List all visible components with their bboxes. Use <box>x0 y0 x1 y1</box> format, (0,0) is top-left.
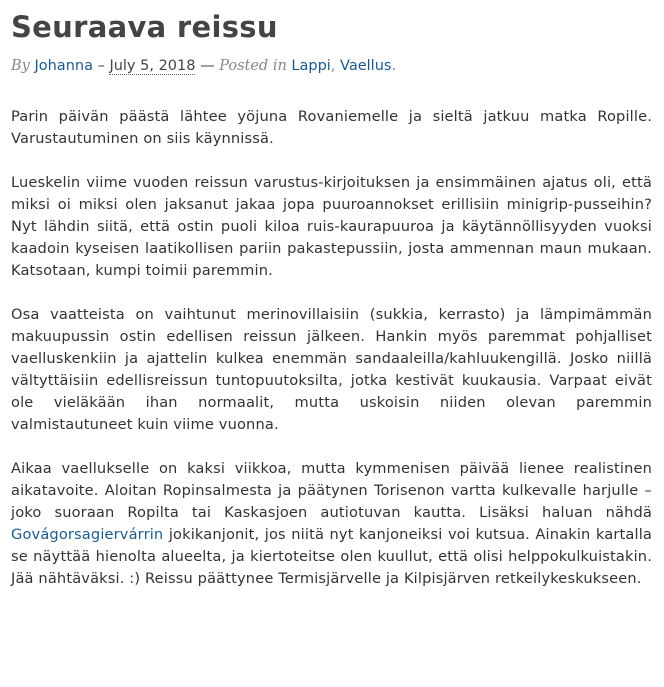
paragraph-4-text-end: jokikanjonit, jos niitä nyt kanjoneiksi voi kutsua. Ainakin kartalla se näyttää hienolta alueelta, ja kiertoteitse olen kuullut, että olisi helppokulkuistakin. Jää nähtäväksi. :) Reissu päättynee Termisjärvelle ja Kilpisjärven retkeilykeskukseen. <box>11 526 652 587</box>
post-date: July 5, 2018 <box>109 58 196 74</box>
by-label: By <box>11 58 30 74</box>
category-separator: , <box>330 58 336 74</box>
category-link-vaellus[interactable]: Vaellus <box>340 58 392 74</box>
category-link-lappi[interactable]: Lappi <box>291 58 331 74</box>
paragraph-2: Lueskelin viime vuoden reissun varustus-kirjoituksen ja ensimmäinen ajatus oli, että miksi oi miksi olen jaksanut jakaa jopa puuroannokset erillisiin minigrip-pusseihin? Nyt lähdin siitä, että ostin puoli kiloa ruis-kaurapuuroa ja käytännöllisyyden vuoksi kaadoin kyseisen laatikollisen pariin pakastepussiin, josta ammennan maun mukaan. Katsotaan, kumpi toimii paremmin. <box>11 174 652 279</box>
paragraph-1: Parin päivän päästä lähtee yöjuna Rovaniemelle ja sieltä jatkuu matka Ropille. Varustautuminen on siis käynnissä. <box>11 108 652 147</box>
date-separator: – <box>97 58 105 74</box>
author-link[interactable]: Johanna <box>34 58 93 74</box>
posted-separator: — <box>200 58 215 74</box>
post-content <box>11 106 652 590</box>
govagorsagiervarri-link[interactable]: Govágorsagiervárrin <box>11 526 164 543</box>
paragraph-4-text-start: Aikaa vaellukselle on kaksi viikkoa, mutta kymmenisen päivää lienee realistinen aikatavoite. Aloitan Ropinsalmesta ja päätynen Torisenon vartta kulkevalle harjulle – joko suoraan Ropilta tai Kaskasjoen autiotuvan kautta. Lisäksi haluan nähdä <box>11 460 652 521</box>
post-title[interactable]: Seuraava reissu <box>11 10 278 44</box>
paragraph-4 <box>11 458 652 590</box>
paragraph-3: Osa vaatteista on vaihtunut merinovillaisiin (sukkia, kerrasto) ja lämpimämmän makuupussin ostin edellisen reissun jälkeen. Hankin myös paremmat pohjalliset vaelluskenkiin ja ajattelin kulkea enemmän sandaaleilla/kahluukengillä. Josko niillä vältyttäisiin edellisreissun tuntopuutoksilta, jotka kestivät kuukausia. Varpaat eivät ole vieläkään ihan normaalit, mutta uskoisin niiden olevan paremmin valmistautuneet kuin viime vuonna. <box>11 306 652 433</box>
posted-in-label: Posted in <box>219 58 287 74</box>
meta-end: . <box>391 58 397 74</box>
post-meta <box>11 57 652 75</box>
